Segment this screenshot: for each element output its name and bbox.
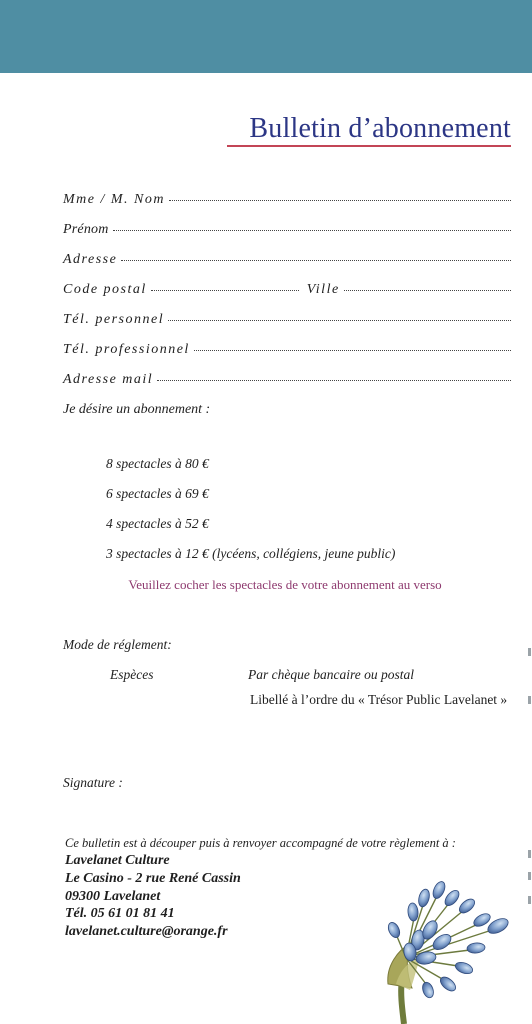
subscription-option-8[interactable]: 8 spectacles à 80 € [106,456,209,471]
subscription-option-4[interactable]: 4 spectacles à 52 € [106,516,209,531]
cheque-order-text: Libellé à l’ordre du « Trésor Public Lavelanet » [250,692,508,707]
page-title: Bulletin d’abonnement [249,113,511,144]
subscription-intro: Je désire un abonnement : [63,402,211,417]
contact-postcode: 09300 Lavelanet [65,889,161,904]
email-label: Adresse mail [63,372,154,387]
subscription-option-6[interactable]: 6 spectacles à 69 € [106,486,209,501]
work-phone-label: Tél. professionnel [63,342,190,357]
signature-label: Signature : [63,775,123,790]
contact-address: Le Casino - 2 rue René Cassin [65,871,241,886]
payment-cash-option[interactable]: Espèces [110,667,154,682]
address-row [63,250,511,274]
payment-mode-label: Mode de réglement: [63,637,172,652]
cut-margin-marks [526,640,532,920]
postal-city-row [63,280,511,304]
contact-phone: Tél. 05 61 01 81 41 [65,906,175,921]
header-band [0,0,532,73]
email-row [63,370,511,394]
personal-phone-row [63,310,511,334]
personal-phone-field[interactable] [168,308,511,321]
name-label: Mme / M. Nom [63,192,165,207]
firstname-field[interactable] [113,218,511,231]
subscription-option-3[interactable]: 3 spectacles à 12 € (lycéens, collégiens, jeune public) [106,546,396,561]
postal-code-label: Code postal [63,282,147,297]
return-instructions: Ce bulletin est à découper puis à renvoyer accompagné de votre règlement à : [65,836,456,850]
name-field[interactable] [169,188,511,201]
name-row [63,190,511,214]
postal-code-field[interactable] [151,278,299,291]
work-phone-field[interactable] [194,338,511,351]
city-field[interactable] [344,278,511,291]
contact-org: Lavelanet Culture [65,853,170,868]
title-underline [227,145,511,147]
firstname-label: Prénom [63,222,109,237]
contact-email: lavelanet.culture@orange.fr [65,924,228,939]
city-label: Ville [306,282,340,297]
address-label: Adresse [63,252,118,267]
firstname-row [63,220,511,244]
agapanthus-flower-illustration [366,880,516,1024]
work-phone-row [63,340,511,364]
subscription-note: Veuillez cocher les spectacles de votre abonnement au verso [128,577,442,592]
personal-phone-label: Tél. personnel [63,312,165,327]
address-field[interactable] [121,248,511,261]
email-field[interactable] [157,368,511,381]
payment-cheque-option[interactable]: Par chèque bancaire ou postal [248,667,414,682]
